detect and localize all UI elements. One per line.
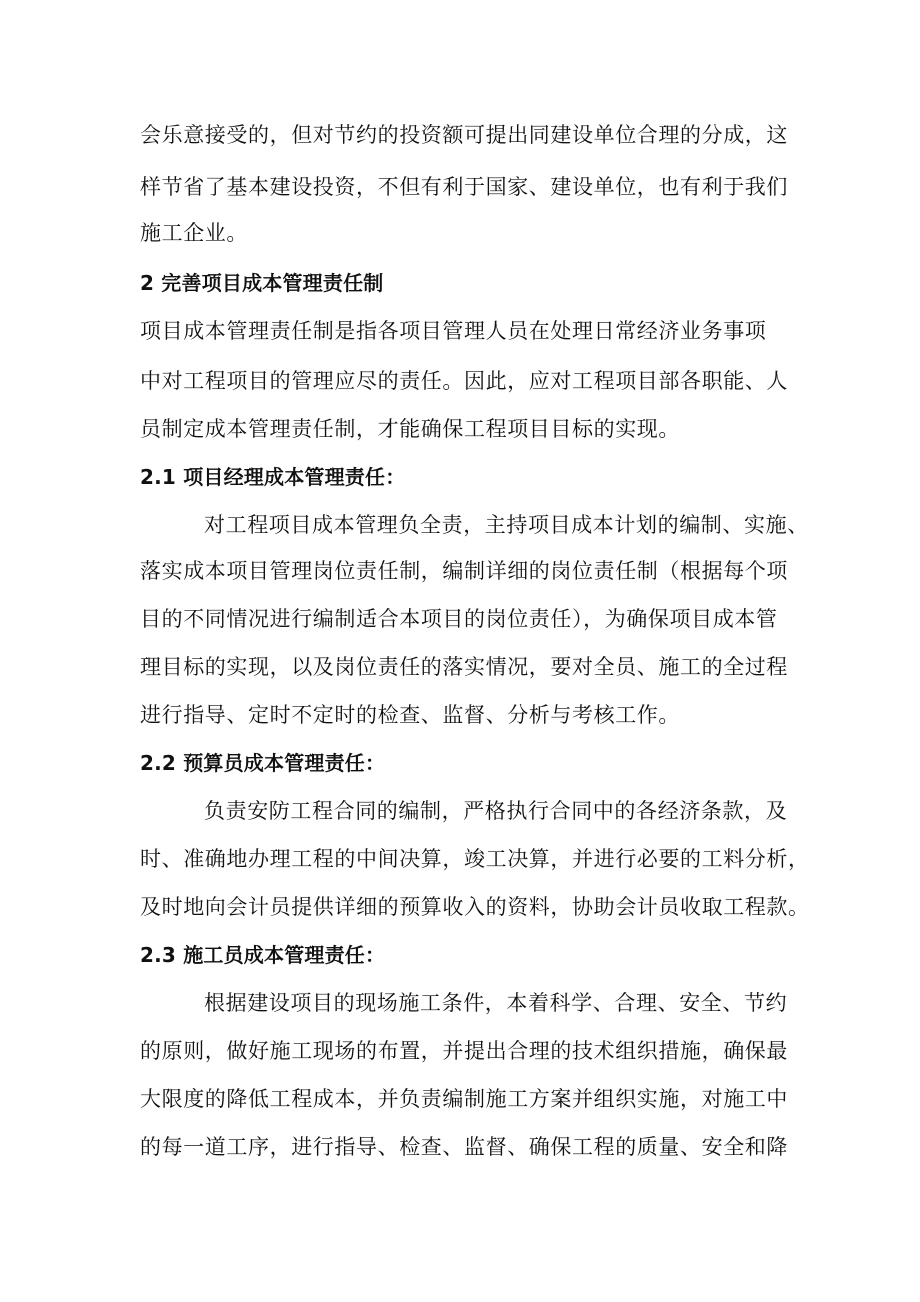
intro-line-3: 施工企业。 <box>140 221 248 245</box>
section-2-1-line-2: 落实成本项目管理岗位责任制，编制详细的岗位责任制（根据每个项 <box>140 559 788 583</box>
section-2-1-heading: 2.1 项目经理成本管理责任： <box>140 465 406 489</box>
section-2-1-line-5: 进行指导、定时不定时的检查、监督、分析与考核工作。 <box>140 703 680 727</box>
section-2-1-line-1: 对工程项目成本管理负全责，主持项目成本计划的编制、实施、 <box>204 513 809 537</box>
section-2-2-line-1: 负责安防工程合同的编制，严格执行合同中的各经济条款，及 <box>204 799 788 823</box>
intro-line-1: 会乐意接受的，但对节约的投资额可提出同建设单位合理的分成，这 <box>140 123 788 147</box>
section-2-heading: 2 完善项目成本管理责任制 <box>140 271 384 295</box>
section-2-3-heading: 2.3 施工员成本管理责任： <box>140 943 386 967</box>
section-2-1-line-4: 理目标的实现，以及岗位责任的落实情况，要对全员、施工的全过程 <box>140 655 788 679</box>
section-2-1-line-3: 目的不同情况进行编制适合本项目的岗位责任），为确保项目成本管 <box>140 607 778 631</box>
section-2-3-line-1: 根据建设项目的现场施工条件，本着科学、合理、安全、节约 <box>204 991 788 1015</box>
section-2-line-2: 中对工程项目的管理应尽的责任。因此，应对工程项目部各职能、人 <box>140 369 788 393</box>
intro-line-2: 样节省了基本建设投资，不但有利于国家、建设单位，也有利于我们 <box>140 175 788 199</box>
section-2-3-line-2: 的原则，做好施工现场的布置，并提出合理的技术组织措施，确保最 <box>140 1039 788 1063</box>
section-2-3-line-3: 大限度的降低工程成本，并负责编制施工方案并组织实施，对施工中 <box>140 1087 788 1111</box>
section-2-3-line-4: 的每一道工序，进行指导、检查、监督、确保工程的质量、安全和降 <box>140 1135 788 1159</box>
section-2-2-line-2: 时、准确地办理工程的中间决算，竣工决算，并进行必要的工料分析， <box>140 847 810 871</box>
section-2-2-line-3: 及时地向会计员提供详细的预算收入的资料，协助会计员收取工程款。 <box>140 895 810 919</box>
section-2-line-3: 员制定成本管理责任制，才能确保工程项目目标的实现。 <box>140 417 680 441</box>
section-2-line-1: 项目成本管理责任制是指各项目管理人员在处理日常经济业务事项 <box>140 319 767 343</box>
section-2-2-heading: 2.2 预算员成本管理责任： <box>140 751 386 775</box>
